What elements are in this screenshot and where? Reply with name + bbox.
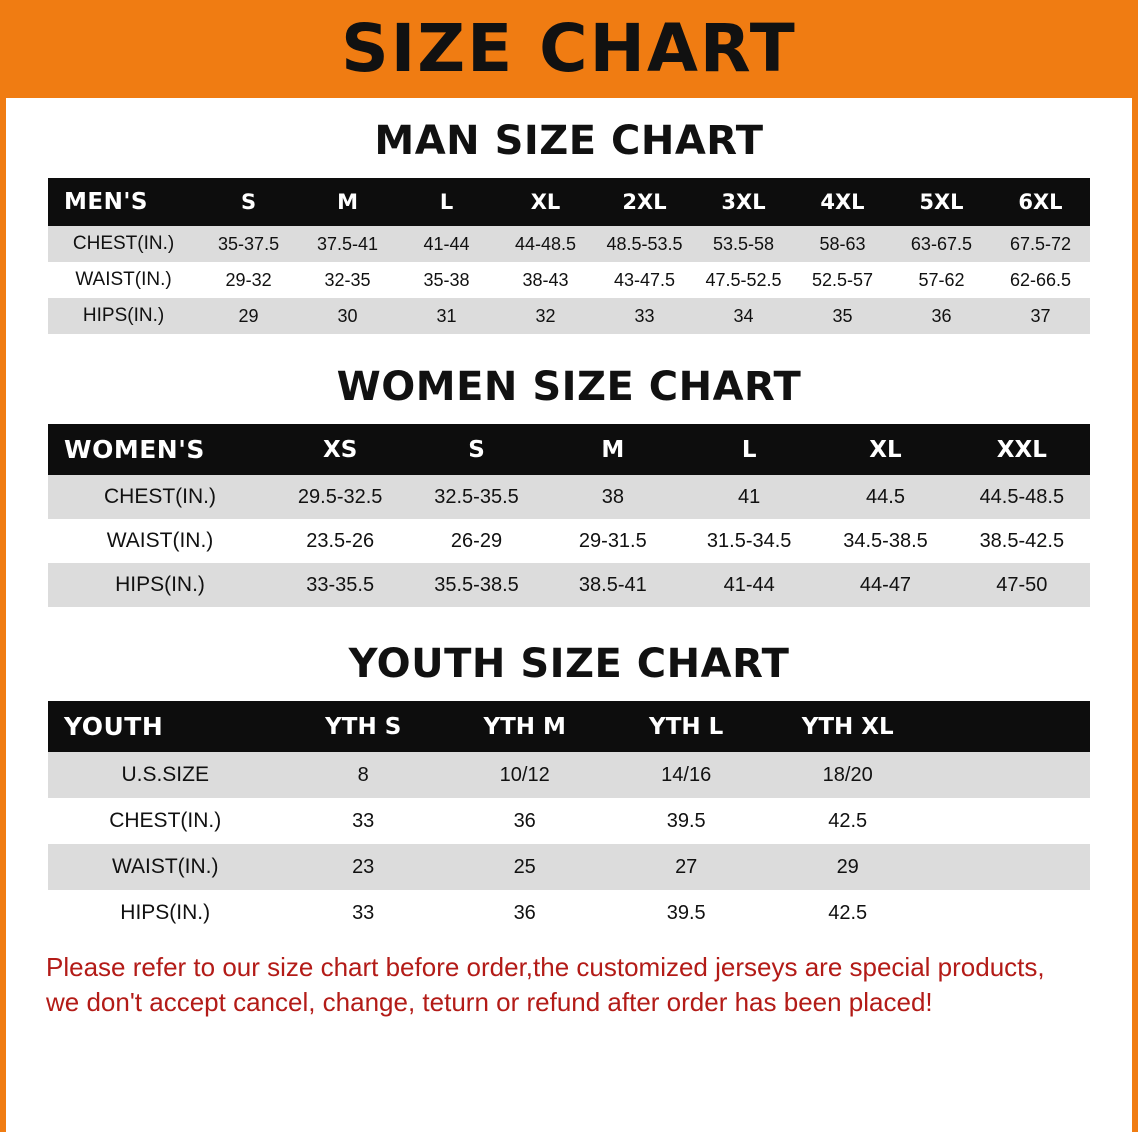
women-hips-m: 38.5-41	[545, 563, 681, 607]
women-waist-xs: 23.5-26	[272, 519, 408, 563]
man-header-l: L	[397, 178, 496, 226]
man-hips-6xl: 37	[991, 298, 1090, 334]
youth-ussize-YTHXL: 18/20	[767, 752, 929, 798]
youth-hips-YTHM: 36	[444, 890, 606, 936]
women-header-m: M	[545, 424, 681, 475]
women-chest-l: 41	[681, 475, 817, 519]
youth-header-yths: YTH S	[282, 701, 444, 752]
women-chest-m: 38	[545, 475, 681, 519]
man-chest-xl: 44-48.5	[496, 226, 595, 262]
table-row	[48, 226, 1090, 262]
man-waist-6xl: 62-66.5	[991, 262, 1090, 298]
youth-chest-YTHS: 33	[282, 798, 444, 844]
youth-row-label-hips: HIPS(IN.)	[48, 890, 282, 936]
policy-note	[46, 950, 1092, 1020]
youth-header-ythm: YTH M	[444, 701, 606, 752]
youth-chest-YTHXL: 42.5	[767, 798, 929, 844]
man-waist-5xl: 57-62	[892, 262, 991, 298]
youth-hips-blank	[928, 890, 1090, 936]
man-waist-l: 35-38	[397, 262, 496, 298]
policy-note-line2: we don't accept cancel, change, teturn or refund after order has been placed!	[46, 987, 933, 1018]
man-chest-4xl: 58-63	[793, 226, 892, 262]
table-row	[48, 298, 1090, 334]
youth-ussize-YTHL: 14/16	[605, 752, 767, 798]
youth-row-label-ussize: U.S.SIZE	[48, 752, 282, 798]
man-header-5xl: 5XL	[892, 178, 991, 226]
women-row-label-chest: CHEST(IN.)	[48, 475, 272, 519]
youth-size-table	[48, 701, 1090, 936]
man-chest-2xl: 48.5-53.5	[595, 226, 694, 262]
women-row-label-hips: HIPS(IN.)	[48, 563, 272, 607]
man-hips-s: 29	[199, 298, 298, 334]
women-header-rowlabel: WOMEN'S	[48, 424, 272, 475]
youth-ussize-YTHS: 8	[282, 752, 444, 798]
man-hips-l: 31	[397, 298, 496, 334]
man-chest-3xl: 53.5-58	[694, 226, 793, 262]
women-size-table	[48, 424, 1090, 607]
policy-note-line1: Please refer to our size chart before order,the customized jerseys are special products,	[46, 952, 1045, 982]
man-chest-6xl: 67.5-72	[991, 226, 1090, 262]
women-header-xxl: XXL	[954, 424, 1090, 475]
women-chest-xs: 29.5-32.5	[272, 475, 408, 519]
women-chest-xl: 44.5	[817, 475, 953, 519]
women-chest-s: 32.5-35.5	[408, 475, 544, 519]
youth-header-ythl: YTH L	[605, 701, 767, 752]
women-hips-xs: 33-35.5	[272, 563, 408, 607]
youth-row-label-chest: CHEST(IN.)	[48, 798, 282, 844]
women-hips-xxl: 47-50	[954, 563, 1090, 607]
youth-waist-YTHM: 25	[444, 844, 606, 890]
youth-hips-YTHS: 33	[282, 890, 444, 936]
man-header-6xl: 6XL	[991, 178, 1090, 226]
women-table-header-row	[48, 424, 1090, 475]
man-header-s: S	[199, 178, 298, 226]
youth-waist-YTHXL: 29	[767, 844, 929, 890]
women-waist-l: 31.5-34.5	[681, 519, 817, 563]
youth-chest-YTHM: 36	[444, 798, 606, 844]
women-chest-xxl: 44.5-48.5	[954, 475, 1090, 519]
women-header-s: S	[408, 424, 544, 475]
youth-header-blank	[928, 701, 1090, 752]
man-hips-2xl: 33	[595, 298, 694, 334]
women-hips-xl: 44-47	[817, 563, 953, 607]
youth-waist-YTHL: 27	[605, 844, 767, 890]
women-waist-xl: 34.5-38.5	[817, 519, 953, 563]
youth-chest-YTHL: 39.5	[605, 798, 767, 844]
man-section-title: MAN SIZE CHART	[374, 118, 764, 164]
man-chest-s: 35-37.5	[199, 226, 298, 262]
man-row-label-hips: HIPS(IN.)	[48, 298, 199, 334]
man-header-2xl: 2XL	[595, 178, 694, 226]
youth-header-rowlabel: YOUTH	[48, 701, 282, 752]
table-row	[48, 890, 1090, 936]
women-header-xs: XS	[272, 424, 408, 475]
women-hips-l: 41-44	[681, 563, 817, 607]
youth-hips-YTHL: 39.5	[605, 890, 767, 936]
man-hips-4xl: 35	[793, 298, 892, 334]
youth-header-ythxl: YTH XL	[767, 701, 929, 752]
man-table-wrap	[48, 178, 1090, 334]
table-row	[48, 563, 1090, 607]
women-table-wrap	[48, 424, 1090, 607]
women-header-xl: XL	[817, 424, 953, 475]
youth-waist-YTHS: 23	[282, 844, 444, 890]
youth-ussize-YTHM: 10/12	[444, 752, 606, 798]
man-hips-3xl: 34	[694, 298, 793, 334]
man-waist-m: 32-35	[298, 262, 397, 298]
table-row	[48, 798, 1090, 844]
man-waist-xl: 38-43	[496, 262, 595, 298]
women-waist-m: 29-31.5	[545, 519, 681, 563]
man-row-label-waist: WAIST(IN.)	[48, 262, 199, 298]
man-chest-m: 37.5-41	[298, 226, 397, 262]
man-chest-l: 41-44	[397, 226, 496, 262]
women-waist-s: 26-29	[408, 519, 544, 563]
youth-row-label-waist: WAIST(IN.)	[48, 844, 282, 890]
women-waist-xxl: 38.5-42.5	[954, 519, 1090, 563]
table-row	[48, 262, 1090, 298]
page-title: SIZE CHART	[341, 10, 797, 87]
man-hips-m: 30	[298, 298, 397, 334]
man-header-xl: XL	[496, 178, 595, 226]
youth-ussize-blank	[928, 752, 1090, 798]
women-hips-s: 35.5-38.5	[408, 563, 544, 607]
man-header-3xl: 3XL	[694, 178, 793, 226]
man-header-m: M	[298, 178, 397, 226]
man-waist-2xl: 43-47.5	[595, 262, 694, 298]
man-table-header-row	[48, 178, 1090, 226]
table-row	[48, 844, 1090, 890]
page-banner	[0, 0, 1138, 98]
youth-section-title: YOUTH SIZE CHART	[348, 641, 790, 687]
women-header-l: L	[681, 424, 817, 475]
youth-waist-blank	[928, 844, 1090, 890]
man-row-label-chest: CHEST(IN.)	[48, 226, 199, 262]
man-header-rowlabel: MEN'S	[48, 178, 199, 226]
youth-chest-blank	[928, 798, 1090, 844]
table-row	[48, 475, 1090, 519]
man-size-table	[48, 178, 1090, 334]
man-chest-5xl: 63-67.5	[892, 226, 991, 262]
man-waist-4xl: 52.5-57	[793, 262, 892, 298]
man-hips-xl: 32	[496, 298, 595, 334]
table-row	[48, 519, 1090, 563]
man-waist-3xl: 47.5-52.5	[694, 262, 793, 298]
man-waist-s: 29-32	[199, 262, 298, 298]
women-row-label-waist: WAIST(IN.)	[48, 519, 272, 563]
man-header-4xl: 4XL	[793, 178, 892, 226]
table-row	[48, 752, 1090, 798]
youth-table-header-row	[48, 701, 1090, 752]
women-section-title: WOMEN SIZE CHART	[336, 364, 802, 410]
youth-hips-YTHXL: 42.5	[767, 890, 929, 936]
youth-table-wrap	[48, 701, 1090, 936]
man-hips-5xl: 36	[892, 298, 991, 334]
